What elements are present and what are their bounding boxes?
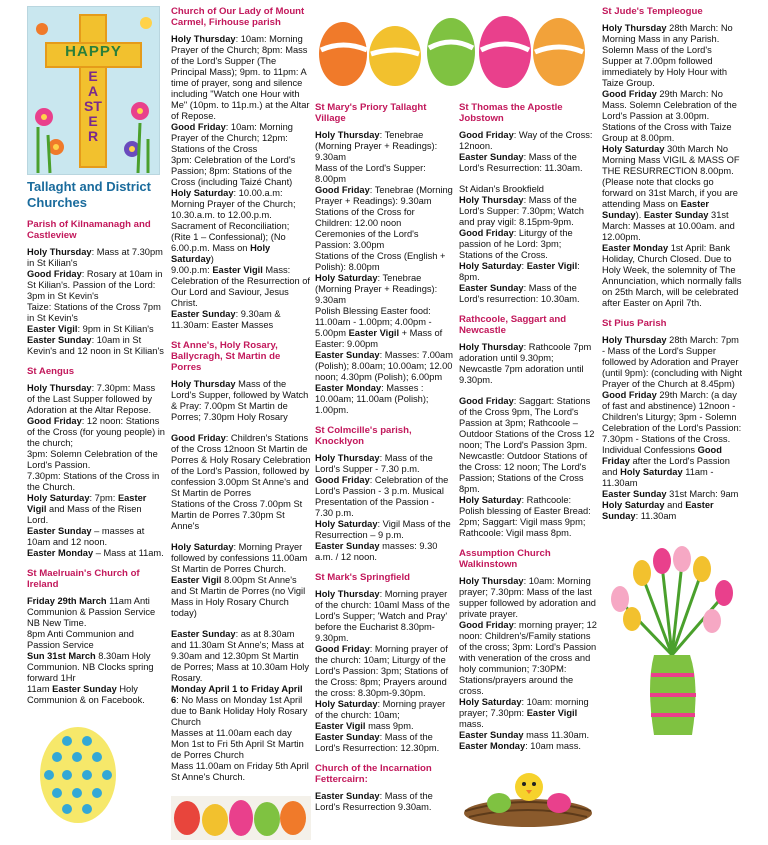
schedule-entry: Good Friday: Way of the Cross: 12noon.	[459, 130, 593, 151]
schedule-entry: 3pm: Solemn Celebration of the Lord's Passion.	[27, 449, 158, 470]
schedule-entry: Easter Sunday: Mass of the Lord's Resurrection: 12.30pm.	[315, 732, 440, 753]
parish-section	[171, 340, 311, 792]
spacer	[171, 423, 311, 433]
schedule-entry: Easter Monday: 10am mass.	[459, 741, 581, 751]
schedule-entry: Easter Monday: Masses : 10.00am; 11.00am (Polish); 1.00pm.	[315, 383, 429, 415]
schedule-entry: Easter Sunday mass 11.30am.	[459, 730, 590, 740]
schedule-entry: Holy Saturday: 10am: morning prayer; 7.30pm: Easter Vigil mass.	[459, 697, 589, 729]
parish-section	[459, 314, 597, 548]
schedule-entry: 9.00.p.m: Easter Vigil Mass: Celebration of the Resurrection of Our Lord and Saviour, Jesus Christ.	[171, 265, 311, 308]
schedule-entry: Good Friday 29th March: No Mass. Solemn Celebration of the Lord's Passion at 3.00pm. Stations of the Cross with Taize Group at 8.00pm.	[602, 89, 737, 143]
tulip-vase-icon	[602, 535, 744, 745]
schedule-entry: Easter Sunday 31st March: 9am Holy Saturday and Easter Sunday: 11.30am	[602, 489, 739, 521]
schedule-entry: Easter Sunday: Mass of the Lord's Resurrection 9.30am.	[315, 791, 433, 812]
parish-section	[27, 219, 165, 366]
schedule-entry: Mass 11.00am on Friday 5th April St Anne's Church.	[171, 761, 309, 782]
schedule-entry: Sun 31st March 8.30am Holy Communion. NB Clocks spring forward 1Hr	[27, 651, 154, 683]
schedule-entry: Good Friday: Liturgy of the passion of he Lord: 3pm; Stations of the Cross.	[459, 228, 573, 260]
schedule-entry: 7.30pm: Stations of the Cross in the Church.	[27, 471, 160, 492]
parish-section	[27, 366, 165, 568]
parish-section	[459, 102, 597, 314]
schedule-entry: Taize: Stations of the Cross 7pm in St Kevin's	[27, 302, 161, 323]
schedule-entry: Good Friday: Children's Stations of the Cross 12noon St Martin de Porres & Holy Rosary Celebration of the Lord's Passion, followed by confession 3.00pm St Anne's and St Martin de Porres	[171, 433, 311, 498]
spacer	[171, 619, 311, 629]
schedule-entry: St Aidan's Brookfield	[459, 184, 544, 194]
schedule-entry: Holy Saturday: Easter Vigil: 8pm.	[459, 261, 580, 282]
schedule-entry: Good Friday: Celebration of the Lord's Passion - 3 p.m. Musical Presentation of the Passion - 7.30 p.m.	[315, 475, 449, 518]
blue-dotted-egg-icon	[37, 721, 165, 825]
schedule-entry: Holy Thursday: Tenebrae (Morning Prayer + Readings): 9.30am	[315, 130, 438, 162]
schedule-entry: Good Friday: 12 noon: Stations of the Cross (for young people) in the church;	[27, 416, 165, 448]
happy-easter-poster	[27, 6, 160, 175]
schedule-entry: Holy Saturday: Vigil Mass of the Resurrection – 9 p.m.	[315, 519, 451, 540]
parish-heading: St Pius Parish	[602, 318, 667, 329]
parish-section	[602, 6, 744, 318]
column-4	[459, 6, 597, 829]
schedule-entry: Holy Thursday: 7.30pm: Mass of the Last Supper followed by Adoration at the Altar Repose.	[27, 383, 156, 415]
section-list	[459, 102, 597, 761]
parish-heading: St Anne's, Holy Rosary, Ballycragh, St Martin de Porres	[171, 340, 281, 373]
schedule-entry: Holy Saturday: 10.00.a.m: Morning Prayer of the Church; 10.30.a.m. to 12.00.p.m. Sacrament of Reconciliation; (Rite 1 – Confessional); (No 6.00.p.m. Mass on Holy Saturday)	[171, 188, 296, 264]
decorated-eggs-banner	[313, 6, 453, 94]
schedule-entry: Holy Saturday: Morning prayer of the church: 10am;	[315, 699, 446, 720]
parish-heading: Church of the Incarnation Fettercairn:	[315, 763, 432, 785]
schedule-entry: Holy Thursday: Mass at 7.30pm in St Kilian's	[27, 247, 163, 268]
schedule-entry: Good Friday: Rosary at 10am in St Kilian's. Passion of the Lord: 3pm in St Kevin's	[27, 269, 163, 301]
schedule-entry: Holy Thursday: 10am: Morning Prayer of the Church; 8pm: Mass of the Lord's Supper (The Principal Mass); 9pm. to 11pm: A time of prayer, song and silence including "Watch one Hour with Me" (10pm. to 11p.m.) at the Altar of Repose.	[171, 34, 310, 121]
spacer	[171, 532, 311, 542]
parish-section	[171, 6, 311, 340]
schedule-entry: Holy Saturday: 7pm: Easter Vigil and Mass of the Risen Lord.	[27, 493, 147, 525]
schedule-entry: Holy Thursday: Mass of the Lord's Supper: 7.30pm; Watch and pray vigil: 8.15pm-9pm.	[459, 195, 584, 227]
column-5	[602, 6, 744, 745]
schedule-entry: Stations of the Cross for Children: 12.00 noon	[315, 207, 415, 228]
schedule-entry: Good Friday: 10am: Morning Prayer of the Church; 12pm: Stations of the Cross	[171, 122, 293, 154]
schedule-entry: Good Friday: morning prayer; 12 noon: Children's/Family stations of the cross; 3pm: Lord's Passion with veneration of the cross and holy communion; 7:30PM: Stations/prayers around the cross.	[459, 620, 597, 696]
parish-section	[315, 572, 453, 763]
section-list	[602, 6, 744, 531]
schedule-entry: Ceremonies of the Lord's Passion: 3.00pm	[315, 229, 419, 250]
parish-heading: Rathcoole, Saggart and Newcastle	[459, 314, 567, 336]
schedule-entry: Easter Sunday: Mass of the Lord's resurrection: 10.30am.	[459, 283, 580, 304]
spacer	[459, 174, 597, 184]
section-list	[27, 219, 165, 715]
parish-heading: St Maelruain's Church of Ireland	[27, 568, 140, 590]
schedule-entry: Friday 29th March 11am Anti Communion & Passion Service NB New Time.	[27, 596, 156, 628]
parish-section	[315, 763, 453, 822]
schedule-entry: Mass of the Lord's Supper: 8.00pm	[315, 163, 426, 184]
section-list	[315, 102, 453, 822]
column-1	[27, 6, 165, 825]
schedule-entry: Holy Thursday Mass of the Lord's Supper, followed by Watch & Pray: 7.00pm St Martin de Porres; 7.30pm Holy Rosary	[171, 379, 309, 422]
parish-heading: St Jude's Templeogue	[602, 6, 703, 17]
schedule-entry: Masses at 11.00am each day Mon 1st to Fri 5th April St Martin de Porres Church	[171, 728, 304, 760]
schedule-entry: Good Friday: Saggart: Stations of the Cross 9pm, The Lord's Passion at 3pm; Rathcoole – Outdoor Stations of the Cross 12 noon; The Lord's Passion 3pm. Newcastle: Outdoor Stations of the Cross: 12 noon; The Lord's Passion; Stations of the Cross 8pm.	[459, 396, 595, 494]
schedule-entry: Polish Blessing Easter food: 11.00am - 1.00pm; 4.00pm - 5.00pm Easter Vigil + Mass of Easter: 9.00pm	[315, 306, 443, 349]
schedule-entry: 11am Easter Sunday Holy Communion & on Facebook.	[27, 684, 145, 705]
chick-nest-icon	[459, 763, 597, 829]
parish-section	[459, 548, 597, 761]
parish-section	[27, 568, 165, 715]
schedule-entry: Easter Sunday – masses at 10am and 12 noon.	[27, 526, 145, 547]
schedule-entry: Holy Thursday 28th March: No Morning Mass in any Parish. Solemn Mass of the Lord's Supper at 7.00pm followed immediately by Holy Hour with Taize Group.	[602, 23, 733, 88]
parish-heading: Assumption Church Walkinstown	[459, 548, 551, 570]
schedule-entry: Holy Thursday: Morning prayer of the church: 10aml Mass of the Lord's Supper; 'Watch and Pray' before the Eucharist 8.30pm-9.30pm.	[315, 589, 450, 643]
schedule-entry: Stations of the Cross 7.00pm St Martin de Porres 7.30pm St Anne's	[171, 499, 303, 531]
schedule-entry: Easter Sunday masses: 9.30 a.m. / 12 noon.	[315, 541, 438, 562]
schedule-entry: Easter Sunday: as at 8.30am and 11.30am St Anne's; Mass at 9.30am and 12.30pm St Martin de Porres; Mass at 10.30am Holy Rosary.	[171, 629, 309, 683]
column-3	[315, 6, 453, 822]
schedule-entry: 8pm Anti Communion and Passion Service	[27, 629, 134, 650]
eggs-row-icon	[171, 796, 311, 840]
schedule-entry: Stations of the Cross (English + Polish): 8.00pm	[315, 251, 446, 272]
parish-heading: Parish of Kilnamanagh and Castleview	[27, 219, 151, 241]
schedule-entry: Easter Vigil mass 9pm.	[315, 721, 414, 731]
parish-heading: St Aengus	[27, 366, 75, 377]
schedule-entry: Holy Thursday: Mass of the Lord's Supper - 7.30 p.m.	[315, 453, 433, 474]
schedule-entry: 3pm: Celebration of the Lord's Passion; 8pm: Stations of the Cross (including Taizé Chant)	[171, 155, 296, 187]
schedule-entry: Easter Sunday: 9.30am & 11.30am: Easter Masses	[171, 309, 281, 330]
spacer	[459, 386, 597, 396]
schedule-entry: Easter Sunday: Masses: 7.00am (Polish); 8.00am; 10.00am; 12.00 noon; 4.30pm (Polish); 6.00pm	[315, 350, 453, 382]
parish-section	[315, 425, 453, 572]
parish-section	[602, 318, 744, 531]
parish-heading: Church of Our Lady of Mount Carmel, Firhouse parish	[171, 6, 305, 28]
schedule-entry: Monday April 1 to Friday April 6: No Mass on Monday 1st April due to Bank Holiday Holy Rosary Church	[171, 684, 308, 727]
schedule-entry: Holy Saturday: Morning Prayer followed by confessions 11.00am St Martin de Porres Church. Easter Vigil 8.00pm St Anne's and St Martin de Porres (no Vigil Mass in Holy Rosary Church today)	[171, 542, 308, 618]
schedule-entry: Holy Thursday 28th March: 7pm - Mass of the Lord's Supper followed by Adoration and Prayer (until 9pm): (concluding with Night Prayer of the Church at 8.45pm)	[602, 335, 743, 389]
section-list	[171, 6, 311, 792]
schedule-entry: Easter Monday 1st April: Bank Holiday, Church Closed. Due to Holy Week, the solemnity of The Annunciation, which normally falls on 25th March, will be celebrated after Easter on April 7th.	[602, 243, 742, 308]
schedule-entry: Holy Thursday: Rathcoole 7pm adoration until 9.30pm; Newcastle 7pm adoration until 9.30pm.	[459, 342, 592, 385]
group-title: Tallaght and District Churches	[27, 179, 151, 210]
poster-easter-text: EASTER	[84, 68, 102, 144]
parish-heading: St Mark's Springfield	[315, 572, 411, 583]
parish-heading: St Thomas the Apostle Jobstown	[459, 102, 563, 124]
parish-section	[315, 102, 453, 425]
schedule-entry: Good Friday 29th March: (a day of fast and abstinence) 12noon - Children's Liturgy; 3pm - Solemn Celebration of the Lord's Passion: 7.30pm - Stations of the Cross. Individual Confessions Good Friday after the Lord's Passion and Holy Saturday 11am - 11.30am	[602, 390, 742, 488]
parish-heading: St Mary's Priory Tallaght Village	[315, 102, 427, 124]
column-2	[171, 6, 311, 840]
schedule-entry: Good Friday: Tenebrae (Morning Prayer + Readings): 9.30am	[315, 185, 453, 206]
schedule-entry: Easter Monday – Mass at 11am.	[27, 548, 164, 558]
schedule-entry: Holy Saturday 30th March No Morning Mass VIGIL & MASS OF THE RESURRECTION 8.00pm. (Please note that clocks go forward on 31st March, if you are attending Mass on Easter Sunday). Easter Sunday 31st March: Masses at 10.00am. and 12.00pm.	[602, 144, 740, 242]
schedule-entry: Easter Sunday: Mass of the Lord's Resurrection: 11.30am.	[459, 152, 583, 173]
poster-happy-text: HAPPY	[65, 43, 122, 60]
schedule-entry: Holy Saturday: Tenebrae (Morning Prayer + Readings): 9.30am	[315, 273, 438, 305]
schedule-entry: Holy Saturday: Rathcoole: Polish blessing of Easter Bread: 2pm; Saggart: Vigil mass 9pm; Rathcoole: Vigil mass 8pm.	[459, 495, 591, 538]
schedule-entry: Good Friday: Morning prayer of the church: 10am; Liturgy of the Lord's Passion: 3pm; Stations of the Cross: 8pm; Prayers around the cross: 8.30pm-9.30pm.	[315, 644, 449, 698]
schedule-entry: Easter Vigil: 9pm in St Kilian's	[27, 324, 154, 334]
schedule-entry: Easter Sunday: 10am in St Kevin's and 12 noon in St Kilian's	[27, 335, 164, 356]
schedule-entry: Holy Thursday: 10am: Morning prayer; 7.30pm: Mass of the last supper followed by adoration and private prayer.	[459, 576, 596, 619]
parish-heading: St Colmcille's parish, Knocklyon	[315, 425, 412, 447]
